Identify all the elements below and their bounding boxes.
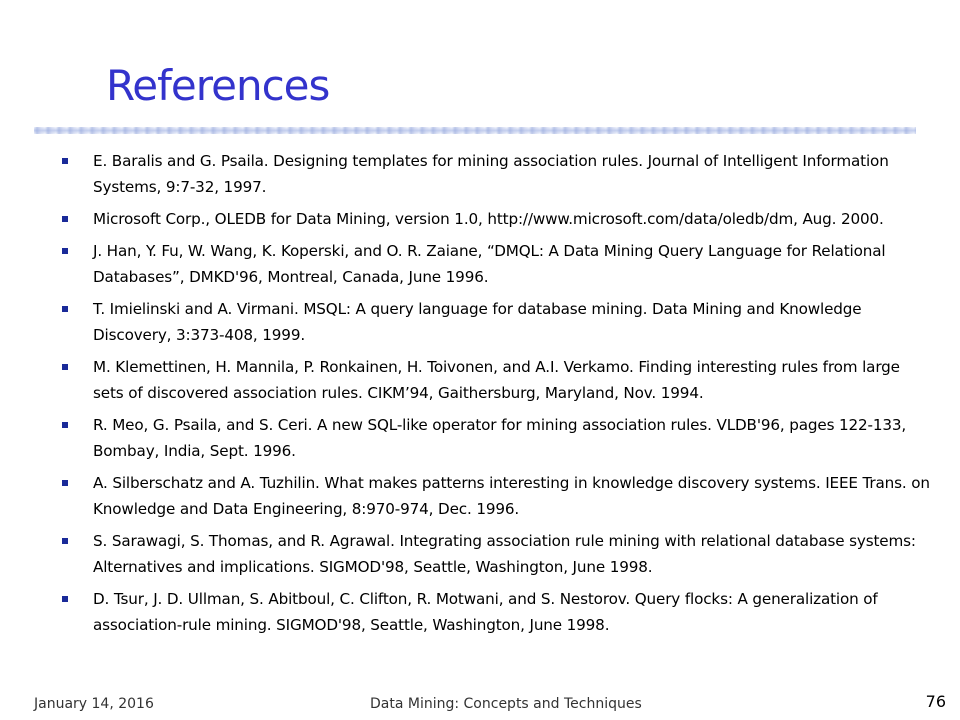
square-bullet-icon: [62, 480, 68, 486]
title-divider: [34, 127, 916, 134]
reference-text: E. Baralis and G. Psaila. Designing templates for mining association rules. Journal of Intelligent Information Systems, 9:7-32, 1997.: [93, 152, 889, 196]
square-bullet-icon: [62, 596, 68, 602]
reference-item: [58, 412, 932, 464]
reference-text: M. Klemettinen, H. Mannila, P. Ronkainen, H. Toivonen, and A.I. Verkamo. Finding interesting rules from large sets of discovered association rules. CIKM’94, Gaithersburg, Maryland, Nov. 1994.: [93, 358, 900, 402]
reference-text: A. Silberschatz and A. Tuzhilin. What makes patterns interesting in knowledge discovery systems. IEEE Trans. on Knowledge and Data Engineering, 8:970-974, Dec. 1996.: [93, 474, 930, 518]
reference-item: [58, 296, 932, 348]
page-number: 76: [925, 692, 946, 711]
reference-item: [58, 148, 932, 200]
reference-text: R. Meo, G. Psaila, and S. Ceri. A new SQL-like operator for mining association rules. VLDB'96, pages 122-133, Bombay, India, Sept. 1996.: [93, 416, 907, 460]
reference-text: Microsoft Corp., OLEDB for Data Mining, version 1.0, http://www.microsoft.com/data/oledb/dm, Aug. 2000.: [93, 210, 884, 228]
reference-text: D. Tsur, J. D. Ullman, S. Abitboul, C. Clifton, R. Motwani, and S. Nestorov. Query flocks: A generalization of association-rule mining. SIGMOD'98, Seattle, Washington, June 1998.: [93, 590, 878, 634]
reference-list: [58, 148, 932, 644]
reference-text: T. Imielinski and A. Virmani. MSQL: A query language for database mining. Data Mining and Knowledge Discovery, 3:373-408, 1999.: [93, 300, 862, 344]
reference-item: [58, 586, 932, 638]
footer-title: Data Mining: Concepts and Techniques: [370, 696, 642, 712]
footer-date: January 14, 2016: [34, 696, 154, 712]
square-bullet-icon: [62, 158, 68, 164]
reference-item: [58, 206, 932, 232]
slide-title: References: [106, 61, 330, 110]
reference-text: S. Sarawagi, S. Thomas, and R. Agrawal. Integrating association rule mining with relational database systems: Alternatives and implications. SIGMOD'98, Seattle, Washington, June 1998.: [93, 532, 916, 576]
reference-item: [58, 528, 932, 580]
square-bullet-icon: [62, 306, 68, 312]
square-bullet-icon: [62, 216, 68, 222]
square-bullet-icon: [62, 422, 68, 428]
reference-item: [58, 354, 932, 406]
square-bullet-icon: [62, 248, 68, 254]
reference-item: [58, 238, 932, 290]
reference-item: [58, 470, 932, 522]
square-bullet-icon: [62, 364, 68, 370]
square-bullet-icon: [62, 538, 68, 544]
reference-text: J. Han, Y. Fu, W. Wang, K. Koperski, and O. R. Zaiane, “DMQL: A Data Mining Query Language for Relational Databases”, DMKD'96, Montreal, Canada, June 1996.: [93, 242, 886, 286]
